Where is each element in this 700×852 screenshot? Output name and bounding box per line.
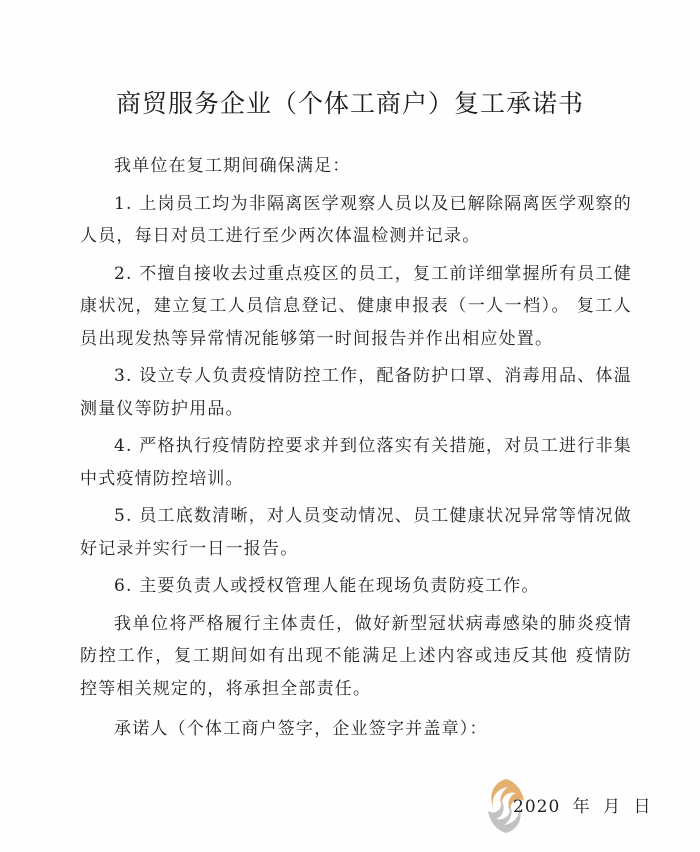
document-body: [80, 150, 632, 705]
date-line: 2020 年 月 日: [513, 797, 652, 817]
document-title: 商贸服务企业（个体工商户）复工承诺书: [115, 89, 584, 118]
commitment-item-2: 2. 不擅自接收去过重点疫区的员工，复工前详细掌握所有员工健康状况，建立复工人员信息登记、健康申报表（一人一档）。 复工人员出现发热等异常情况能够第一时间报告并作出相应处置。: [80, 263, 632, 349]
pledge-paragraph: 我单位将严格履行主体责任，做好新型冠状病毒感染的肺炎疫情防控工作，复工期间如有出现不能满足上述内容或违反其他 疫情防控等相关规定的，将承担全部责任。: [80, 613, 632, 699]
commitment-item-5: 5. 员工底数清晰，对人员变动情况、员工健康状况异常等情况做好记录并实行一日一报告。: [80, 506, 632, 559]
intro-line: 我单位在复工期间确保满足：: [114, 156, 351, 176]
commitment-item-4: 4. 严格执行疫情防控要求并到位落实有关措施，对员工进行非集中式疫情防控培训。: [80, 436, 632, 489]
signer-line: 承诺人（个体工商户签字，企业签字并盖章）：: [114, 719, 488, 739]
commitment-item-6: 6. 主要负责人或授权管理人能在现场负责防疫工作。: [114, 576, 540, 596]
commitment-item-3: 3. 设立专人负责疫情防控工作，配备防护口罩、消毒用品、体温测量仪等防护用品。: [80, 366, 632, 419]
commitment-item-1: 1. 上岗员工均为非隔离医学观察人员以及已解除隔离医学观察的人员，每日对员工进行至少两次体温检测并记录。: [80, 193, 632, 246]
